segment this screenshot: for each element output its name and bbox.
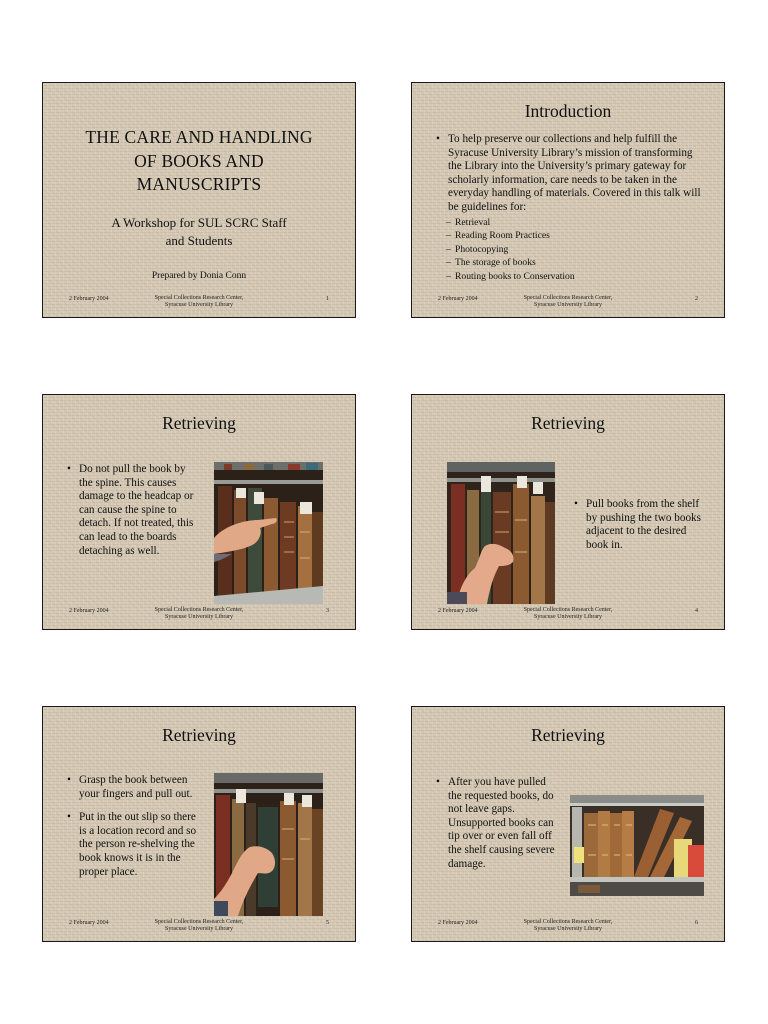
footer-org-line: Special Collections Research Center, [523,607,613,613]
slide-footer [43,607,355,625]
slide-4 [411,394,725,630]
footer-org-line: Special Collections Research Center, [523,295,613,301]
prepared-by: Prepared by Donia Conn [151,271,247,281]
slide-body [436,133,706,283]
footer-org-line: Syracuse University Library [534,302,602,308]
slide-footer [412,607,724,625]
slide-body [436,776,556,871]
title-line: MANUSCRIPTS [136,174,262,194]
slide-body [574,498,704,552]
slide-footer [412,919,724,937]
footer-org-line: Syracuse University Library [165,302,233,308]
bullet-item: • Put in the out slip so there is a location record and so the person re-shelving the book knows it is in the proper place. [67,811,197,879]
slide-number: 3 [326,608,329,614]
footer-org-line: Special Collections Research Center, [523,919,613,925]
bullet-item: • Do not pull the book by the spine. This causes damage to the headcap or can cause the spine to detach. If not treated, this can lead to the boards detaching as well. [67,463,197,558]
sub-list [446,216,706,284]
footer-org-line: Special Collections Research Center, [154,919,244,925]
footer-date: 2 February 2004 [438,296,478,302]
sub-item: – Routing books to Conservation [446,270,706,284]
pushing-books-photo [447,462,555,604]
footer-date: 2 February 2004 [69,920,109,926]
subtitle-line: A Workshop for SUL SCRC Staff [111,215,287,230]
bullet-item: • After you have pulled the requested books, do not leave gaps. Unsupported books can tip over or even fall off the shelf causing severe damage. [436,776,556,871]
bullet-item: • Pull books from the shelf by pushing the two books adjacent to the desired book in. [574,498,704,552]
footer-org-line: Special Collections Research Center, [154,607,244,613]
slide-title: Retrieving [162,725,236,745]
slide-5 [42,706,356,942]
leaning-books-photo [570,795,704,896]
grasping-book-photo [214,773,323,916]
bullet-item: • To help preserve our collections and help fulfill the Syracuse University Library’s mission of transforming the Library into the University’s primary gateway for scholarly information, care needs to be taken in the everyday handling of materials. Covered in this talk will be guidelines for: [436,133,706,215]
footer-org-line: Special Collections Research Center, [154,295,244,301]
slide-6 [411,706,725,942]
slide-title: Retrieving [531,725,605,745]
bullet-item: • Grasp the book between your fingers and pull out. [67,774,197,801]
slide-2 [411,82,725,318]
slide-number: 5 [326,920,329,926]
footer-org-line: Syracuse University Library [534,926,602,932]
slide-footer [43,295,355,313]
sub-item: – Reading Room Practices [446,229,706,243]
slide-title: Introduction [524,101,612,121]
title-line: THE CARE AND HANDLING [85,127,313,147]
sub-item: – Photocopying [446,243,706,257]
footer-org [412,607,724,621]
slide-body [67,463,197,558]
footer-org-line: Syracuse University Library [165,926,233,932]
slide-3 [42,394,356,630]
footer-date: 2 February 2004 [69,608,109,614]
footer-org [43,919,355,933]
slide-number: 6 [695,920,698,926]
sub-item: – Retrieval [446,216,706,230]
footer-date: 2 February 2004 [438,920,478,926]
slide-number: 1 [326,296,329,302]
footer-date: 2 February 2004 [438,608,478,614]
book-spine-photo [214,462,323,604]
slide-number: 4 [695,608,698,614]
footer-org [412,295,724,309]
slide-1-title [63,126,335,197]
slide-footer [412,295,724,313]
subtitle-line: and Students [165,232,233,248]
sub-item: – The storage of books [446,256,706,270]
footer-org-line: Syracuse University Library [165,614,233,620]
footer-org [412,919,724,933]
slide-1-subtitle [83,214,315,249]
slide-number: 2 [695,296,698,302]
slide-footer [43,919,355,937]
slide-title: Retrieving [531,413,605,433]
footer-org-line: Syracuse University Library [534,614,602,620]
footer-date: 2 February 2004 [69,296,109,302]
slide-title: Retrieving [162,413,236,433]
title-line: OF BOOKS AND [134,150,264,171]
slide-1 [42,82,356,318]
slide-body [67,774,197,879]
footer-org [43,295,355,309]
footer-org [43,607,355,621]
